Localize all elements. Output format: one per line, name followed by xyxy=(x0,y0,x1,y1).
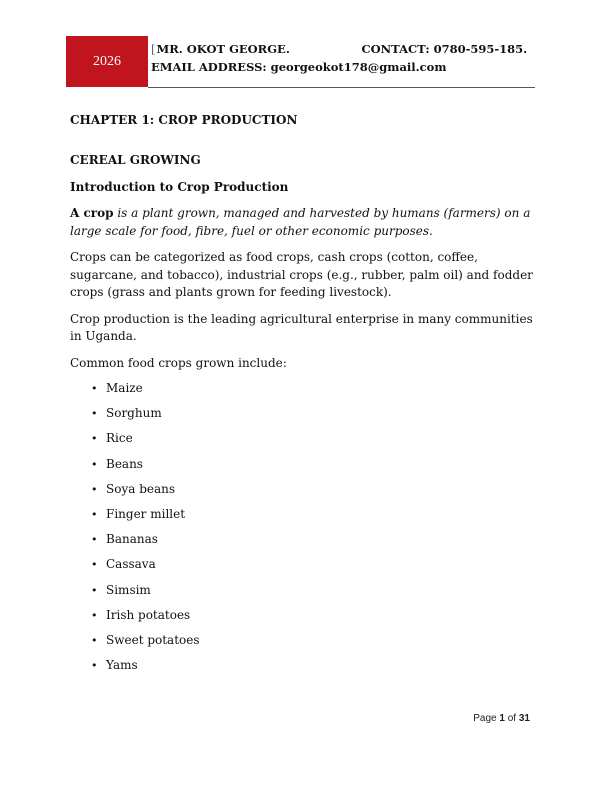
list-item: • Rice xyxy=(70,426,535,451)
list-item: • Cassava xyxy=(70,552,535,577)
header-contact-line xyxy=(151,40,527,58)
bullet-icon: • xyxy=(91,382,98,395)
current-page: 1 xyxy=(499,713,505,724)
list-item: • Beans xyxy=(70,452,535,477)
crop-definition xyxy=(70,205,535,240)
paragraph-leading-enterprise: Crop production is the leading agricultural enterprise in many communities in Uganda. xyxy=(70,311,533,343)
definition-text: is a plant grown, managed and harvested by humans (farmers) on a large scale for food, fibre, fuel or other economic purposes. xyxy=(70,206,531,238)
of-word: of xyxy=(507,713,517,724)
list-item: • Simsim xyxy=(70,578,535,603)
page-content xyxy=(70,111,535,678)
list-item: • Sweet potatoes xyxy=(70,628,535,653)
bullet-icon: • xyxy=(91,633,98,647)
bullet-icon: • xyxy=(91,533,98,547)
food-crops-list xyxy=(70,376,535,678)
subsection-title: Introduction to Crop Production xyxy=(70,180,289,194)
list-item: • Sorghum xyxy=(70,401,535,426)
list-item: • Irish potatoes xyxy=(70,603,535,628)
header-email: EMAIL ADDRESS: georgeokot178@gmail.com xyxy=(151,60,447,74)
page-number xyxy=(473,713,530,724)
section-title: CEREAL GROWING xyxy=(70,153,201,167)
bullet-icon: • xyxy=(91,507,98,521)
list-intro: Common food crops grown include: xyxy=(70,355,287,370)
header-divider xyxy=(148,87,535,88)
bullet-icon: • xyxy=(91,659,98,673)
bullet-icon: • xyxy=(91,558,98,572)
header-bracket: [ xyxy=(151,42,156,56)
header-contact: CONTACT: 0780-595-185. xyxy=(361,42,528,56)
header-author-name: MR. OKOT GEORGE. xyxy=(156,42,290,56)
paragraph-categories: Crops can be categorized as food crops, cash crops (cotton, coffee, sugarcane, and tobacco), industrial crops (e.g., rubber, palm oil) and fodder crops (grass and plants grown for feeding livestock). xyxy=(70,250,533,299)
list-item: • Bananas xyxy=(70,527,535,552)
header-year: 2026 xyxy=(93,53,121,69)
bullet-icon: • xyxy=(91,432,98,446)
bullet-icon: • xyxy=(91,608,98,622)
header-email-line xyxy=(151,58,527,76)
page-word: Page xyxy=(473,713,497,724)
list-item: • Soya beans xyxy=(70,477,535,502)
list-item: • Maize xyxy=(70,376,535,401)
list-item: • Finger millet xyxy=(70,502,535,527)
bullet-icon: • xyxy=(91,583,98,597)
document-header xyxy=(151,40,527,76)
total-pages: 31 xyxy=(518,713,530,724)
chapter-title: CHAPTER 1: CROP PRODUCTION xyxy=(70,113,298,127)
bullet-icon: • xyxy=(91,482,98,496)
header-year-box xyxy=(66,36,148,87)
list-item: • Yams xyxy=(70,653,535,678)
definition-term: A crop xyxy=(70,206,114,220)
bullet-icon: • xyxy=(91,457,98,471)
bullet-icon: • xyxy=(91,407,98,421)
